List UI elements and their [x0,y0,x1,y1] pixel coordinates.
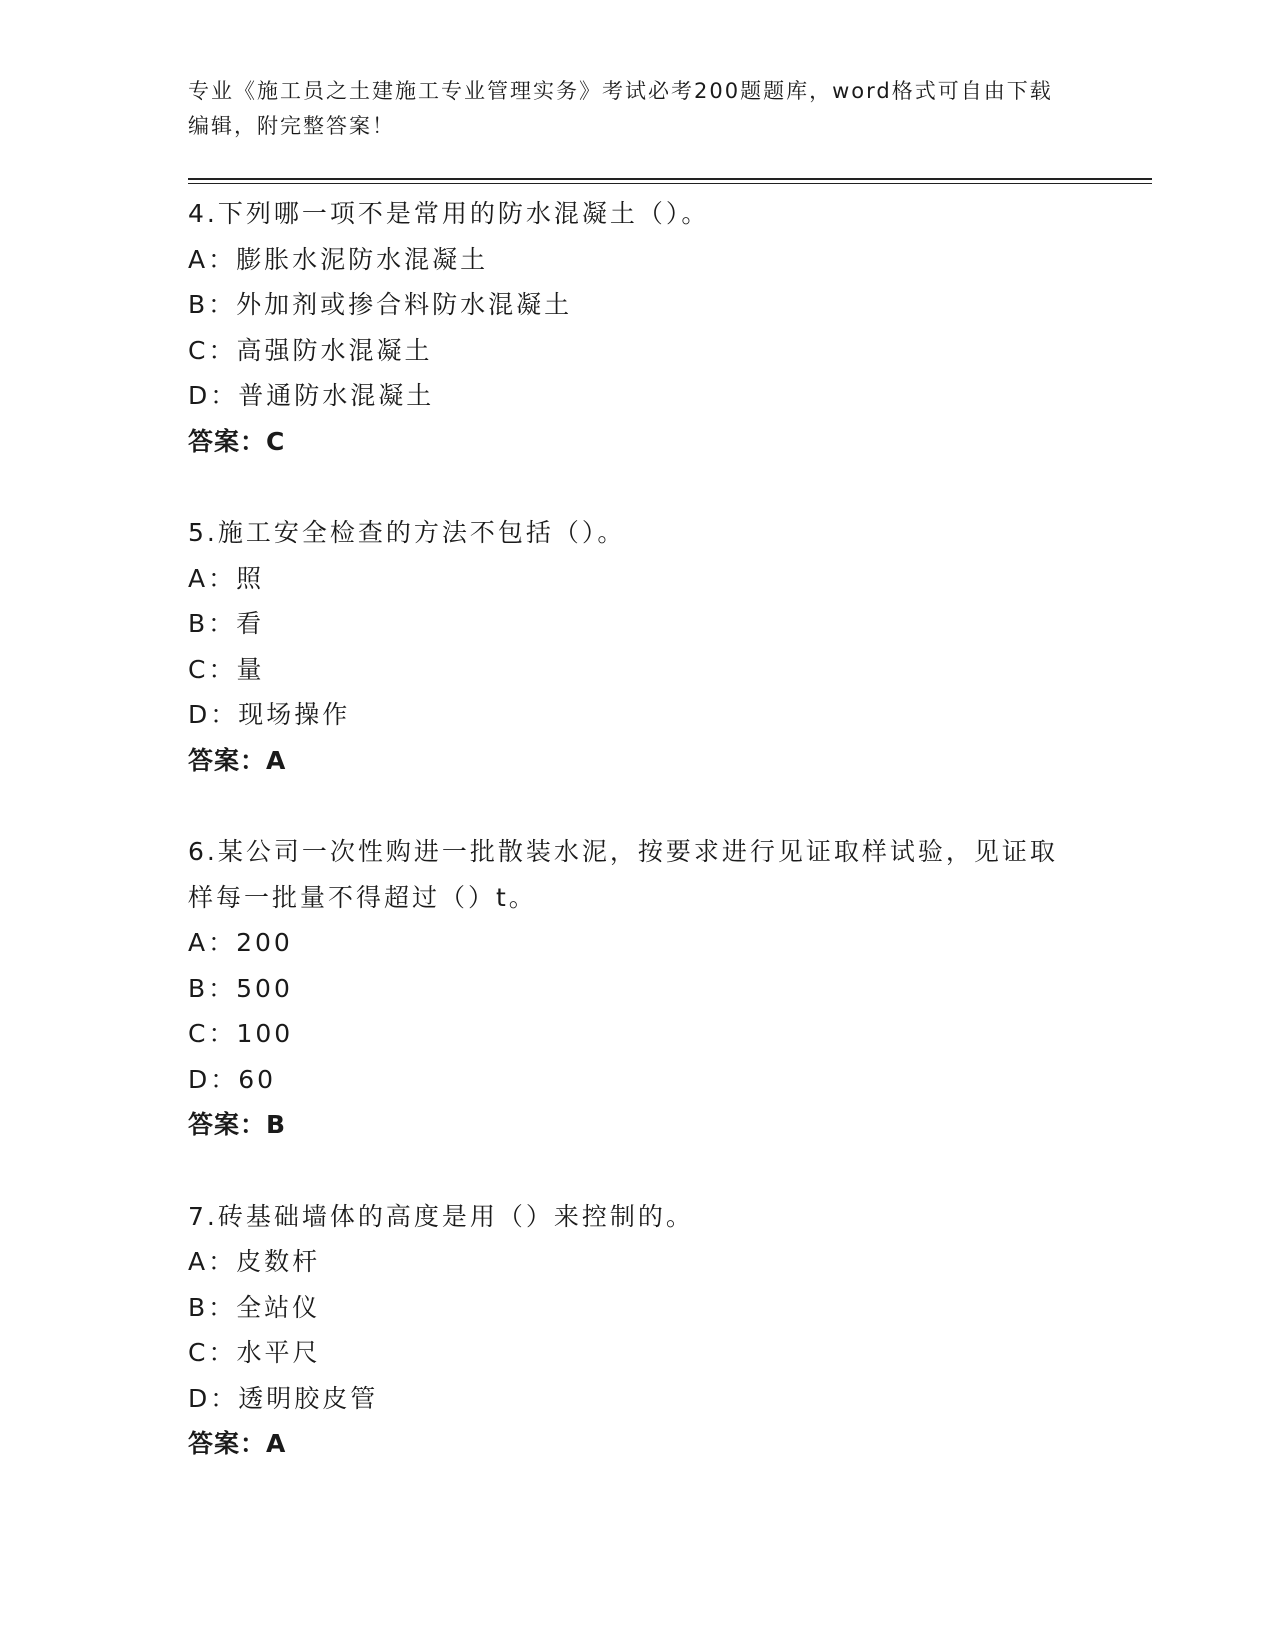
question-4 [188,191,1088,464]
answer-label: 答案：C [188,426,286,456]
question-list [188,191,1088,1467]
option-d: D：现场操作 [188,700,351,729]
option-c: C：高强防水混凝土 [188,335,433,365]
option-a: A：200 [188,928,293,957]
question-5 [188,510,1088,783]
option-c: C：100 [188,1019,294,1048]
question-stem: 4.下列哪一项不是常用的防水混凝土（）。 [188,199,710,228]
option-a: A：皮数杆 [188,1247,321,1276]
header-divider-thick [188,178,1152,180]
header-divider-thin [188,183,1152,184]
document-title: 专业《施工员之土建施工专业管理实务》考试必考200题题库，word格式可自由下载编辑，附完整答案！ [188,79,1053,138]
option-a: A：膨胀水泥防水混凝土 [188,244,489,274]
question-stem: 6.某公司一次性购进一批散装水泥，按要求进行见证取样试验，见证取样每一批量不得超过（）t。 [188,837,1058,912]
option-b: B：外加剂或掺合料防水混凝土 [188,290,573,319]
option-d: D：普通防水混凝土 [188,381,435,410]
option-b: B：500 [188,973,293,1003]
option-c: C：水平尺 [188,1338,321,1367]
answer-label: 答案：B [188,1110,287,1139]
option-b: B：看 [188,609,265,638]
question-stem: 5.施工安全检查的方法不包括（）。 [188,518,626,547]
answer-label: 答案：A [188,745,287,775]
question-7 [188,1194,1088,1467]
option-d: D：60 [188,1064,277,1094]
option-a: A：照 [188,563,265,593]
option-c: C：量 [188,654,265,684]
question-stem: 7.砖基础墙体的高度是用（）来控制的。 [188,1201,694,1231]
question-6 [188,829,1088,1148]
answer-label: 答案：A [188,1429,287,1458]
option-d: D：透明胶皮管 [188,1383,379,1413]
option-b: B：全站仪 [188,1292,321,1322]
